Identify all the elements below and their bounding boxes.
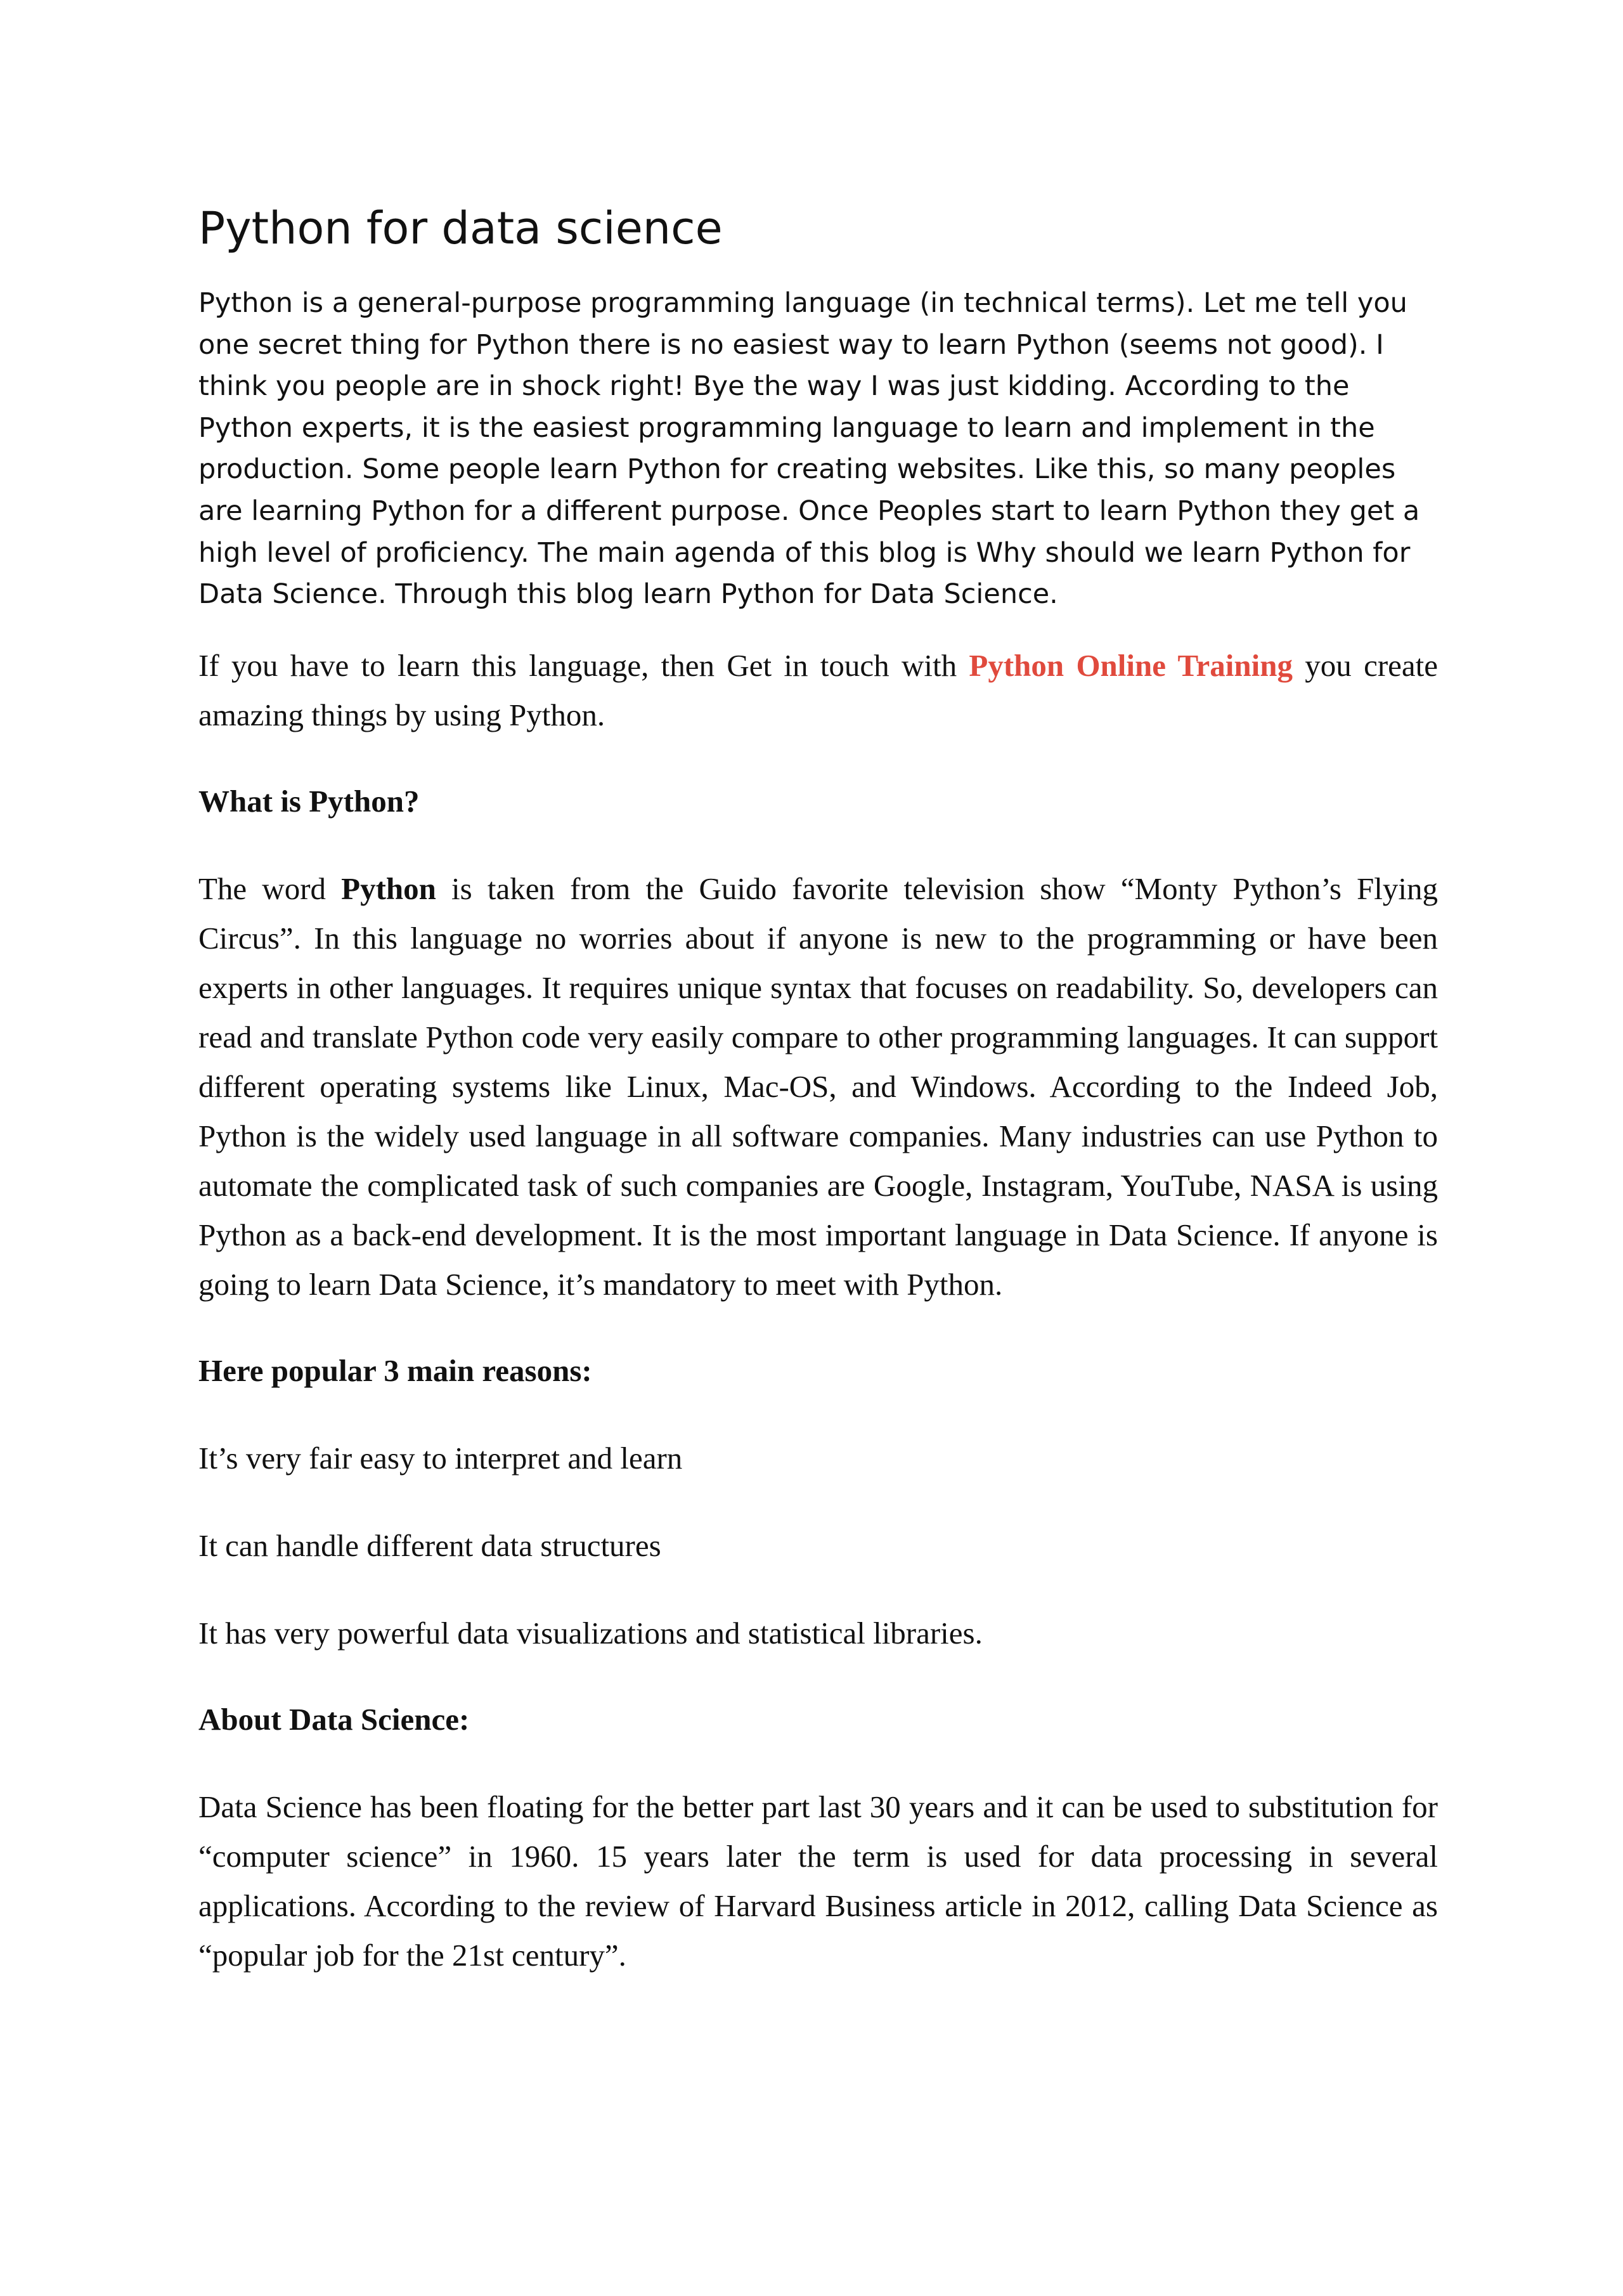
about-data-science-paragraph: Data Science has been floating for the better part last 30 years and it can be used to substitution for “computer science” in 1960. 15 years later the term is used for data processing in several applications. According to the review of Harvard Business article in 2012, calling Data Science as “popular job for the 21st century”.: [198, 1789, 1438, 1973]
reasons-heading: Here popular 3 main reasons:: [198, 1352, 592, 1388]
contact-paragraph: [198, 641, 1438, 740]
what-is-python-paragraph: [198, 864, 1438, 1309]
intro-paragraph: Python is a general-purpose programming language (in technical terms). Let me tell you one secret thing for Python there is no easiest way to learn Python (seems not good). I think you people are in shock right! Bye the way I was just kidding. According to the Python experts, it is the easiest programming language to learn and implement in the production. Some people learn Python for creating websites. Like this, so many peoples are learning Python for a different purpose. Once Peoples start to learn Python they get a high level of proficiency. The main agenda of this blog is Why should we learn Python for Data Science. Through this blog learn Python for Data Science.: [198, 287, 1420, 611]
contact-text-after: you create amazing things by using Python.: [198, 647, 1439, 732]
what-text-after: is taken from the Guido favorite television show “Monty Python’s Flying Circus”. In this language no worries about if anyone is new to the programming or have been experts in other languages. It requires unique syntax that focuses on readability. So, developers can read and translate Python code very easily compare to other programming languages. It can support different operating systems like Linux, Mac-OS, and Windows. According to the Indeed Job, Python is the widely used language in all software companies. Many industries can use Python to automate the complicated task of such companies are Google, Instagram, YouTube, NASA is using Python as a back-end development. It is the most important language in Data Science. If anyone is going to learn Data Science, it’s mandatory to meet with Python.: [198, 871, 1438, 1302]
about-data-science-heading: About Data Science:: [198, 1701, 470, 1737]
contact-text-before: If you have to learn this language, then Get in touch with: [198, 647, 969, 683]
reason-item: It’s very fair easy to interpret and learn: [198, 1440, 683, 1476]
python-bold-word: Python: [341, 871, 436, 906]
reason-item: It can handle different data structures: [198, 1527, 661, 1563]
what-text-before: The word: [198, 871, 342, 906]
page-title: Python for data science: [198, 202, 723, 254]
what-is-python-heading: What is Python?: [198, 783, 420, 819]
python-online-training-link[interactable]: Python Online Training: [969, 647, 1293, 683]
document-page: [198, 197, 1438, 1980]
reason-item: It has very powerful data visualizations and statistical libraries.: [198, 1615, 983, 1651]
